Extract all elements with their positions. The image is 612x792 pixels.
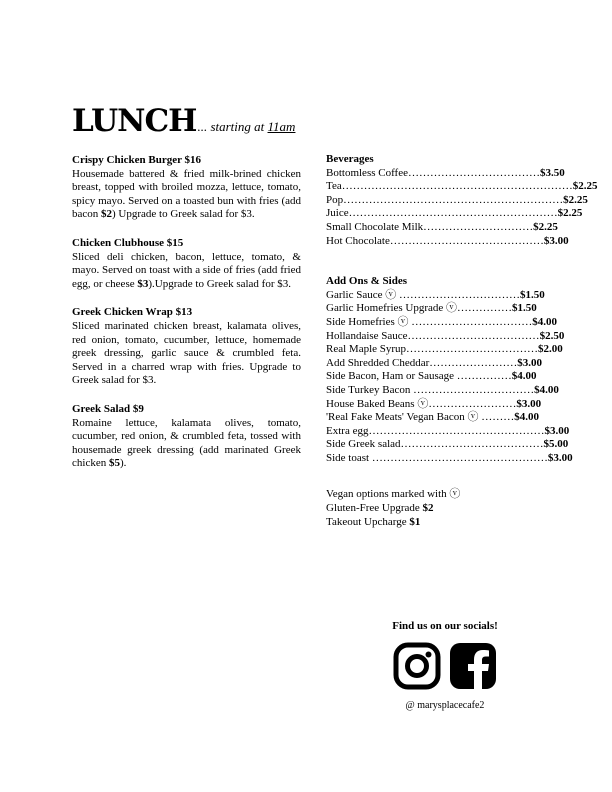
item-title: Greek Salad $9 bbox=[72, 402, 144, 415]
addon-line: House Baked Beans ⓥ…………………… $3.00 bbox=[326, 397, 542, 410]
beverage-line: Hot Chocolate…………………………………… $3.00 bbox=[326, 234, 569, 247]
beverage-line: Small Chocolate Milk………………………… $2.25 bbox=[326, 220, 558, 233]
takeout-note: Takeout Upcharge $1 bbox=[326, 515, 421, 528]
socials-title: Find us on our socials! bbox=[392, 620, 498, 632]
addons-section bbox=[326, 275, 573, 465]
instagram-icon[interactable] bbox=[393, 642, 441, 690]
sides-column bbox=[326, 153, 598, 529]
item-description: Sliced deli chicken, bacon, lettuce, tomato, & mayo. Served on toast with a side of fries (add fried egg, or cheese $3).Upgrade to Greek salad for $3. bbox=[72, 250, 301, 290]
addon-line: Garlic Homefries Upgrade ⓥ…………… $1.50 bbox=[326, 302, 537, 315]
item-description: Housemade battered & fried milk-brined chicken breast, topped with broiled mozza, lettuce, tomato, spicy mayo. Served on a toasted bun with fries (add bacon $2) Upgrade to Greek salad for $3. bbox=[72, 167, 301, 221]
lunch-header bbox=[72, 103, 295, 139]
addon-line: Side Homefries ⓥ …………………………… $4.00 bbox=[326, 315, 557, 328]
addon-line: Garlic Sauce ⓥ …………………………… $1.50 bbox=[326, 288, 545, 301]
addon-line: Extra egg………………………………………… $3.00 bbox=[326, 424, 570, 437]
beverage-line: Bottomless Coffee……………………………… $3.50 bbox=[326, 166, 565, 179]
addon-line: 'Real Fake Meats' Vegan Bacon ⓥ ……… $4.00 bbox=[326, 411, 540, 424]
page-title: LUNCH bbox=[72, 103, 197, 139]
addons-title: Add Ons & Sides bbox=[326, 275, 408, 288]
addon-line: Side Greek salad………………………………… $5.00 bbox=[326, 438, 569, 451]
beverages-title: Beverages bbox=[326, 153, 374, 165]
facebook-icon[interactable] bbox=[449, 642, 497, 690]
addon-line: Side toast ………………………………………… $3.00 bbox=[326, 451, 573, 464]
item-description: Romaine lettuce, kalamata olives, tomato, cucumber, red onion, & crumbled feta, tossed with housemade greek dressing (add marinated Greek chicken $5). bbox=[72, 416, 301, 470]
addon-line: Side Bacon, Ham or Sausage …………… $4.00 bbox=[326, 370, 537, 383]
social-icons bbox=[372, 642, 518, 690]
gluten-free-note: Gluten-Free Upgrade $2 bbox=[326, 502, 434, 515]
beverage-line: Juice………………………………………………… $2.25 bbox=[326, 207, 583, 220]
menu-notes bbox=[326, 488, 556, 529]
lunch-subtitle bbox=[197, 119, 295, 135]
social-handle: @ marysplacecafe2 bbox=[405, 700, 485, 711]
menu-item bbox=[72, 403, 301, 471]
beverage-line: Tea……………………………………………………… $2.25 bbox=[326, 180, 598, 193]
beverages-section bbox=[326, 153, 598, 248]
menu-item bbox=[72, 154, 301, 222]
addon-line: Hollandaise Sauce……………………………… $2.50 bbox=[326, 329, 565, 342]
item-description: Sliced marinated chicken breast, kalamata olives, red onion, tomato, cucumber, lettuce, homemade greek dressing, garlic sauce & crumbled feta. Served in a charred wrap with fries. Upgrade to Greek salad for $3. bbox=[72, 319, 301, 387]
addon-line: Side Turkey Bacon …………………………… $4.00 bbox=[326, 383, 559, 396]
item-title: Chicken Clubhouse $15 bbox=[72, 236, 184, 249]
menu-item bbox=[72, 237, 301, 291]
lunch-items bbox=[72, 154, 301, 486]
vegan-note: Vegan options marked with ⓥ bbox=[326, 488, 461, 501]
socials-block bbox=[372, 620, 518, 711]
subtitle-prefix: ... starting at bbox=[197, 119, 268, 134]
item-title: Crispy Chicken Burger $16 bbox=[72, 154, 202, 166]
addon-line: Real Maple Syrup……………………………… $2.00 bbox=[326, 343, 563, 356]
addon-line: Add Shredded Cheddar…………………… $3.00 bbox=[326, 356, 543, 369]
item-title: Greek Chicken Wrap $13 bbox=[72, 306, 193, 319]
beverage-line: Pop…………………………………………………… $2.25 bbox=[326, 193, 588, 206]
subtitle-time: 11am bbox=[267, 119, 296, 134]
menu-item bbox=[72, 306, 301, 388]
